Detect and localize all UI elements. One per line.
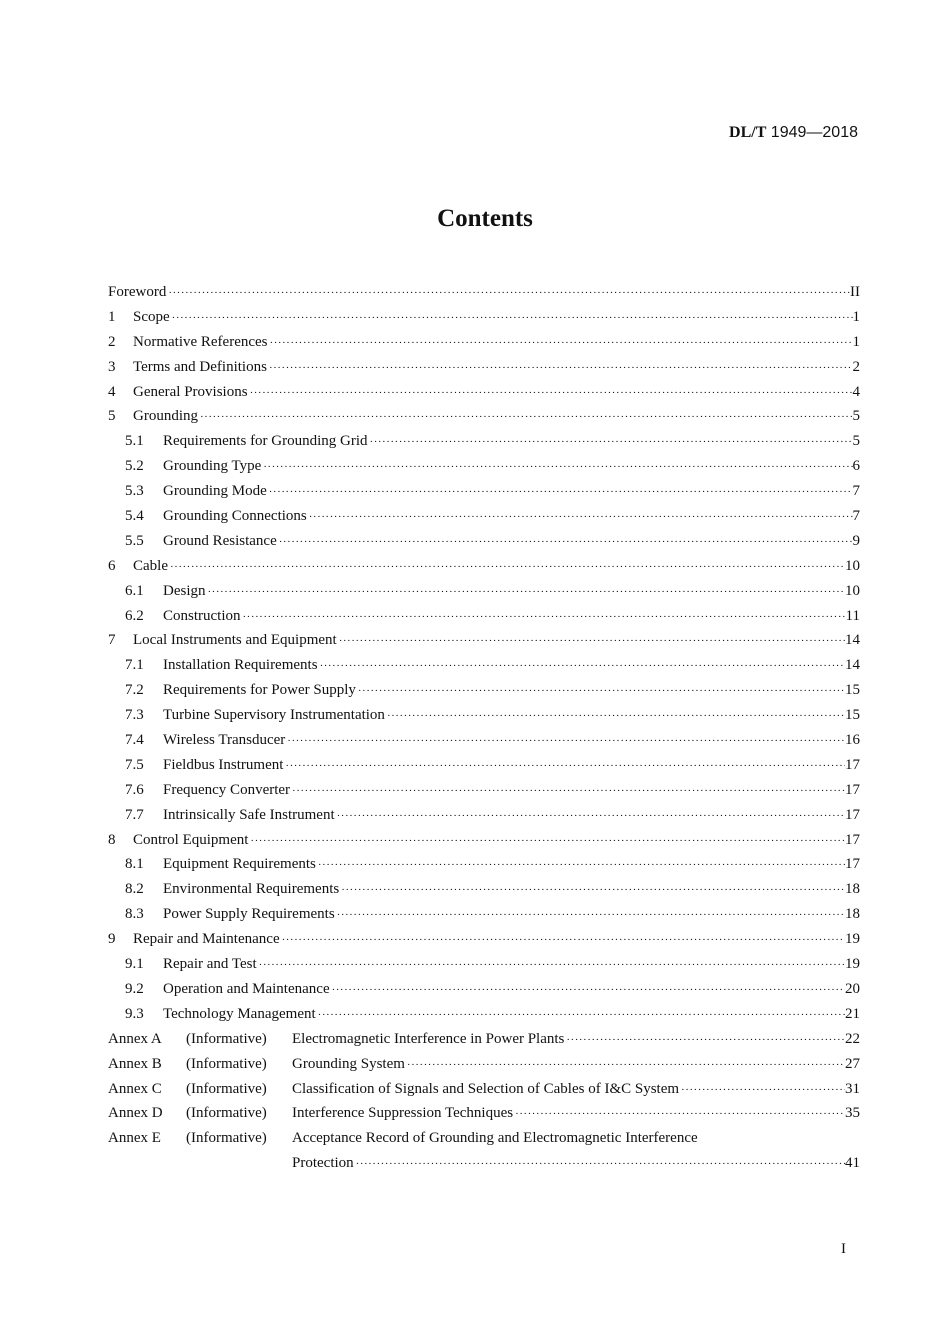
- toc-section-number: 7.5: [125, 756, 144, 773]
- toc-entry-label: Electromagnetic Interference in Power Plants: [292, 1030, 565, 1047]
- toc-leader-dots: [290, 785, 845, 797]
- toc-leader-dots: [337, 635, 845, 647]
- toc-section-entry[interactable]: [108, 309, 860, 334]
- toc-page-number: 16: [845, 732, 860, 749]
- toc-entry-label: Scope: [133, 308, 170, 325]
- toc-subsection-entry[interactable]: [108, 583, 860, 608]
- toc-entry-label: Grounding Connections: [163, 508, 307, 525]
- toc-annex-type: (Informative): [186, 1105, 267, 1122]
- toc-subsection-entry[interactable]: [108, 782, 860, 807]
- toc-section-number: 4: [108, 383, 116, 400]
- toc-leader-dots: [257, 959, 845, 971]
- toc-section-entry[interactable]: [108, 408, 860, 433]
- toc-annex-type: (Informative): [186, 1130, 267, 1147]
- toc-entry-label: Normative References: [133, 333, 268, 350]
- toc-entry-label: Local Instruments and Equipment: [133, 632, 337, 649]
- toc-subsection-entry[interactable]: [108, 881, 860, 906]
- toc-page-number: 11: [845, 607, 860, 624]
- toc-section-number: 7.6: [125, 781, 144, 798]
- toc-entry-label: Installation Requirements: [163, 657, 318, 674]
- toc-entry-label: Acceptance Record of Grounding and Electromagnetic Interference: [292, 1130, 698, 1147]
- toc-subsection-entry[interactable]: [108, 533, 860, 558]
- toc-section-number: 6.2: [125, 607, 144, 624]
- toc-page-number: 1: [852, 308, 860, 325]
- toc-leader-dots: [405, 1059, 845, 1071]
- toc-page-number: 2: [852, 358, 860, 375]
- toc-section-number: 7.2: [125, 682, 144, 699]
- toc-leader-dots: [356, 685, 845, 697]
- toc-page-number: 27: [845, 1055, 860, 1072]
- toc-subsection-entry[interactable]: [108, 906, 860, 931]
- toc-entry-label: Requirements for Power Supply: [163, 682, 356, 699]
- toc-annex-label: Annex D: [108, 1105, 163, 1122]
- toc-subsection-entry[interactable]: [108, 483, 860, 508]
- toc-leader-dots: [335, 909, 845, 921]
- toc-leader-dots: [354, 1158, 845, 1170]
- toc-annex-label: Annex A: [108, 1030, 162, 1047]
- toc-annex-type: (Informative): [186, 1080, 267, 1097]
- toc-subsection-entry[interactable]: [108, 981, 860, 1006]
- toc-section-number: 6.1: [125, 582, 144, 599]
- toc-entry-label: Power Supply Requirements: [163, 906, 335, 923]
- toc-section-number: 8: [108, 831, 116, 848]
- toc-entry-label: Terms and Definitions: [133, 358, 267, 375]
- toc-leader-dots: [283, 760, 845, 772]
- toc-entry-label: Equipment Requirements: [163, 856, 316, 873]
- toc-entry-label: Classification of Signals and Selection of Cables of I&C System: [292, 1080, 680, 1097]
- toc-leader-dots: [285, 735, 845, 747]
- toc-entry-label: Foreword: [108, 284, 167, 300]
- toc-subsection-entry[interactable]: [108, 657, 860, 682]
- standard-prefix: DL/T: [729, 124, 767, 141]
- toc-annex-entry[interactable]: [108, 1031, 860, 1056]
- toc-page-number: 31: [845, 1080, 860, 1097]
- toc-leader-dots: [679, 1084, 845, 1096]
- toc-subsection-entry[interactable]: [108, 707, 860, 732]
- toc-page-number: 5: [852, 433, 860, 450]
- toc-subsection-entry[interactable]: [108, 956, 860, 981]
- toc-entry-label: Ground Resistance: [163, 532, 277, 549]
- toc-section-number: 8.2: [125, 881, 144, 898]
- toc-leader-dots: [339, 884, 845, 896]
- toc-leader-dots: [316, 1009, 845, 1021]
- toc-entry-label: Environmental Requirements: [163, 881, 340, 898]
- toc-leader-dots: [268, 337, 853, 349]
- toc-entry-label: Grounding: [133, 408, 198, 425]
- toc-subsection-entry[interactable]: [108, 458, 860, 483]
- toc-annex-entry[interactable]: [108, 1056, 860, 1081]
- toc-page-number: 5: [852, 408, 860, 425]
- toc-entry-label: Design: [163, 582, 206, 599]
- toc-section-number: 5.4: [125, 508, 144, 525]
- toc-section-number: 7.4: [125, 732, 144, 749]
- toc-leader-dots: [385, 710, 845, 722]
- toc-section-entry[interactable]: [108, 359, 860, 384]
- toc-section-number: 5: [108, 408, 116, 425]
- toc-page-number: 41: [845, 1155, 860, 1172]
- toc-entry-label: Interference Suppression Techniques: [292, 1105, 514, 1122]
- toc-leader-dots: [206, 586, 846, 598]
- toc-page-number: 18: [845, 906, 860, 923]
- toc-leader-dots: [307, 511, 853, 523]
- toc-section-number: 2: [108, 333, 116, 350]
- toc-annex-entry[interactable]: [108, 1105, 860, 1130]
- toc-section-number: 5.1: [125, 433, 144, 450]
- toc-page-number: 9: [852, 532, 860, 549]
- toc-page-number: 35: [845, 1105, 860, 1122]
- toc-leader-dots: [166, 287, 850, 299]
- toc-page-number: 15: [845, 682, 860, 699]
- toc-section-number: 5.3: [125, 483, 144, 500]
- toc-leader-dots: [318, 660, 845, 672]
- toc-section-number: 1: [108, 308, 116, 325]
- toc-page-number: 20: [845, 980, 860, 997]
- toc-section-entry[interactable]: [108, 384, 860, 409]
- toc-page-number: 15: [845, 707, 860, 724]
- toc-annex-type: (Informative): [186, 1030, 267, 1047]
- toc-section-number: 6: [108, 557, 116, 574]
- toc-page-number: 4: [852, 383, 860, 400]
- toc-section-number: 7.3: [125, 707, 144, 724]
- toc-entry-label: Repair and Test: [163, 956, 257, 973]
- toc-section-number: 9.2: [125, 980, 144, 997]
- toc-leader-dots: [316, 859, 845, 871]
- toc-subsection-entry[interactable]: [108, 732, 860, 757]
- toc-subsection-entry[interactable]: [108, 807, 860, 832]
- toc-page-number: 17: [845, 856, 860, 873]
- toc-entry-label: Protection: [292, 1155, 354, 1172]
- toc-section-number: 9.3: [125, 1005, 144, 1022]
- page-title: Contents: [437, 205, 533, 232]
- toc-entry-label: Wireless Transducer: [163, 732, 286, 749]
- toc-entry-label: Intrinsically Safe Instrument: [163, 806, 335, 823]
- toc-subsection-entry[interactable]: [108, 608, 860, 633]
- toc-entry-label: Cable: [133, 557, 168, 574]
- toc-section-entry[interactable]: [108, 334, 860, 359]
- toc-section-number: 3: [108, 358, 116, 375]
- toc-section-number: 8.1: [125, 856, 144, 873]
- toc-entry-label: Control Equipment: [133, 831, 249, 848]
- toc-section-number: 9.1: [125, 956, 144, 973]
- standard-number: 1949—2018: [766, 124, 858, 141]
- toc-entry-label: Frequency Converter: [163, 781, 291, 798]
- toc-leader-dots: [248, 835, 845, 847]
- toc-page-number: 19: [845, 931, 860, 948]
- toc-section-number: 9: [108, 931, 116, 948]
- toc-entry-label: Fieldbus Instrument: [163, 756, 284, 773]
- toc-leader-dots: [564, 1034, 845, 1046]
- toc-subsection-entry[interactable]: [108, 757, 860, 782]
- table-of-contents: [108, 284, 860, 1180]
- toc-annex-label: Annex B: [108, 1055, 162, 1072]
- toc-leader-dots: [280, 934, 845, 946]
- toc-leader-dots: [267, 362, 853, 374]
- toc-entry-label: General Provisions: [133, 383, 248, 400]
- toc-page-number: 1: [852, 333, 860, 350]
- toc-section-number: 5.5: [125, 532, 144, 549]
- toc-page-number: 18: [845, 881, 860, 898]
- toc-entry-label: Repair and Maintenance: [133, 931, 280, 948]
- toc-section-number: 5.2: [125, 458, 144, 475]
- toc-leader-dots: [261, 461, 852, 473]
- toc-leader-dots: [330, 984, 845, 996]
- toc-annex-label: Annex C: [108, 1080, 162, 1097]
- toc-page-number: 6: [852, 458, 860, 475]
- toc-subsection-entry[interactable]: [108, 1006, 860, 1031]
- toc-leader-dots: [335, 810, 845, 822]
- toc-leader-dots: [277, 536, 853, 548]
- toc-page-number: 21: [845, 1005, 860, 1022]
- document-code: [729, 124, 858, 142]
- toc-section-entry[interactable]: [108, 284, 860, 309]
- toc-leader-dots: [513, 1108, 845, 1120]
- toc-section-number: 7: [108, 632, 116, 649]
- toc-section-number: 8.3: [125, 906, 144, 923]
- toc-annex-entry[interactable]: [108, 1081, 860, 1106]
- toc-section-number: 7.7: [125, 806, 144, 823]
- toc-subsection-entry[interactable]: [108, 433, 860, 458]
- toc-entry-label: Construction: [163, 607, 241, 624]
- toc-leader-dots: [198, 411, 853, 423]
- toc-section-number: 7.1: [125, 657, 144, 674]
- toc-page-number: 22: [845, 1030, 860, 1047]
- toc-page-number: 17: [845, 806, 860, 823]
- toc-page-number: 10: [845, 582, 860, 599]
- toc-entry-label: Grounding Mode: [163, 483, 267, 500]
- toc-section-entry[interactable]: [108, 632, 860, 657]
- toc-page-number: 17: [845, 756, 860, 773]
- toc-entry-label: Grounding Type: [163, 458, 262, 475]
- toc-annex-entry-continued[interactable]: [108, 1155, 860, 1180]
- toc-entry-label: Requirements for Grounding Grid: [163, 433, 368, 450]
- toc-leader-dots: [368, 436, 853, 448]
- toc-entry-label: Turbine Supervisory Instrumentation: [163, 707, 385, 724]
- toc-entry-label: Technology Management: [163, 1005, 316, 1022]
- toc-section-entry[interactable]: [108, 832, 860, 857]
- toc-annex-type: (Informative): [186, 1055, 267, 1072]
- toc-entry-label: Grounding System: [292, 1055, 405, 1072]
- toc-leader-dots: [267, 486, 853, 498]
- toc-subsection-entry[interactable]: [108, 508, 860, 533]
- toc-annex-entry[interactable]: [108, 1130, 860, 1155]
- toc-page-number: 10: [845, 557, 860, 574]
- toc-annex-label: Annex E: [108, 1130, 161, 1147]
- toc-section-entry[interactable]: [108, 558, 860, 583]
- toc-page-number: 14: [845, 632, 860, 649]
- toc-leader-dots: [168, 561, 845, 573]
- toc-page-number: 14: [845, 657, 860, 674]
- toc-page-number: 7: [852, 483, 860, 500]
- toc-leader-dots: [248, 387, 853, 399]
- toc-page-number: II: [850, 284, 860, 300]
- toc-leader-dots: [170, 312, 853, 324]
- toc-leader-dots: [241, 611, 846, 623]
- toc-page-number: 7: [852, 508, 860, 525]
- toc-subsection-entry[interactable]: [108, 856, 860, 881]
- toc-page-number: 17: [845, 831, 860, 848]
- toc-page-number: 17: [845, 781, 860, 798]
- toc-section-entry[interactable]: [108, 931, 860, 956]
- toc-subsection-entry[interactable]: [108, 682, 860, 707]
- toc-page-number: 19: [845, 956, 860, 973]
- page-number: I: [841, 1241, 846, 1257]
- toc-entry-label: Operation and Maintenance: [163, 980, 330, 997]
